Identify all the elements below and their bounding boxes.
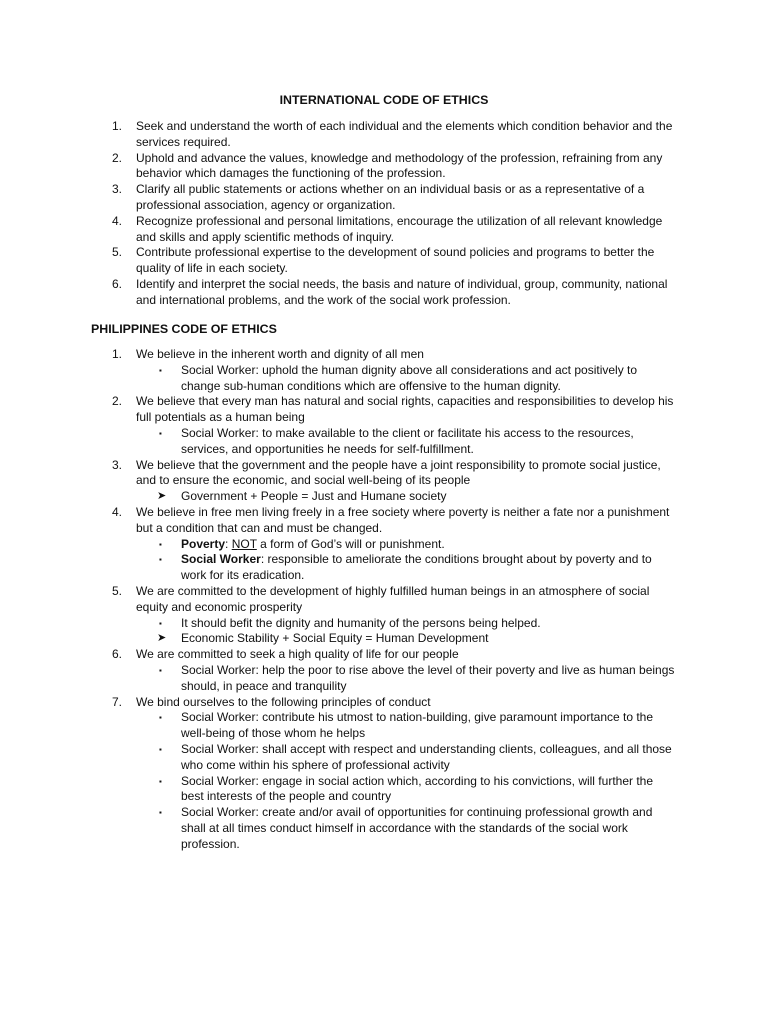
sub-list-item-text: Social Worker: to make available to the client or facilitate his access to the resources, services, and opportunities he needs for self-fulfillment. bbox=[181, 425, 634, 456]
list-item bbox=[0, 458, 678, 490]
sub-list-item-text: Social Worker: uphold the human dignity above all considerations and act positively to change sub-human conditions which are offensive to the human dignity. bbox=[181, 362, 638, 393]
list-item bbox=[0, 151, 678, 183]
underlined-term: NOT bbox=[231, 536, 257, 551]
sub-list-item bbox=[0, 710, 678, 742]
list-number: 1. bbox=[112, 119, 123, 133]
square-bullet-icon: ▪ bbox=[159, 713, 162, 723]
square-bullet-icon: ▪ bbox=[159, 365, 162, 375]
page-title: INTERNATIONAL CODE OF ETHICS bbox=[279, 93, 489, 107]
sub-list-item bbox=[0, 631, 678, 647]
list-item-text: We believe that every man has natural and social rights, capacities and responsibilities to develop his full potentials as a human being bbox=[136, 394, 674, 425]
international-code-list bbox=[0, 119, 768, 309]
sub-list-item bbox=[0, 426, 678, 458]
sub-list-item-text: responsible to ameliorate the conditions brought about by poverty and to work for its eradication. bbox=[181, 552, 652, 583]
section-heading-philippines: PHILIPPINES CODE OF ETHICS bbox=[91, 322, 277, 336]
sub-list-item-text: Economic Stability + Social Equity = Human Development bbox=[181, 631, 489, 646]
list-item bbox=[0, 394, 678, 426]
list-item-text: Recognize professional and personal limitations, encourage the utilization of all relevant knowledge and skills and apply scientific methods of inquiry. bbox=[136, 213, 663, 244]
sub-list-item-text: Social Worker: create and/or avail of opportunities for continuing professional growth and shall at all times conduct himself in accordance with the standards of the social work profession. bbox=[181, 805, 653, 851]
sub-list-item: ▪ Social Worker: responsible to ameliorate the conditions brought about by poverty and to work for its eradication. bbox=[159, 552, 652, 583]
list-item bbox=[0, 182, 678, 214]
list-item bbox=[0, 119, 678, 151]
list-number: 4. bbox=[112, 213, 123, 228]
list-item-text: We are committed to the development of highly fulfilled human beings in an atmosphere of social equity and economic prosperity bbox=[136, 583, 650, 614]
square-bullet-icon: ▪ bbox=[159, 555, 162, 565]
sub-list-item bbox=[0, 742, 678, 774]
list-item-text: We are committed to seek a high quality of life for our people bbox=[136, 647, 459, 662]
list-item-text: We bind ourselves to the following principles of conduct bbox=[136, 694, 431, 709]
bold-term: Social Worker bbox=[181, 552, 261, 567]
philippines-code-list bbox=[0, 347, 768, 853]
sub-list-item-text: It should befit the dignity and humanity of the persons being helped. bbox=[181, 615, 541, 630]
list-number: 6. bbox=[112, 647, 123, 662]
list-item-text: We believe in the inherent worth and dignity of all men bbox=[136, 347, 424, 361]
list-item bbox=[0, 245, 678, 277]
sub-list-item-text: a form of God’s will or punishment. bbox=[256, 536, 445, 551]
list-item-text: We believe in free men living freely in a free society where poverty is neither a fate nor a punishment but a condition that can and must be changed. bbox=[136, 504, 670, 535]
list-item-text: Clarify all public statements or actions whether on an individual basis or as a representative of a professional association, agency or organization. bbox=[136, 182, 645, 212]
sub-list-item bbox=[0, 489, 678, 505]
sub-list-item-text: Social Worker: help the poor to rise above the level of their poverty and live as human beings should, in peace and tranquility bbox=[181, 662, 675, 693]
square-bullet-icon: ▪ bbox=[159, 539, 162, 549]
list-number: 3. bbox=[112, 457, 123, 472]
list-number: 5. bbox=[112, 245, 123, 260]
arrow-bullet-icon: ➤ bbox=[157, 490, 167, 503]
square-bullet-icon: ▪ bbox=[159, 665, 162, 675]
sub-list-item bbox=[0, 663, 678, 695]
square-bullet-icon: ▪ bbox=[159, 744, 162, 754]
bold-term: Poverty bbox=[181, 536, 226, 551]
list-number: 3. bbox=[112, 182, 123, 197]
list-number: 1. bbox=[112, 347, 123, 361]
list-item-text: Contribute professional expertise to the development of sound policies and programs to better the quality of life in each society. bbox=[136, 245, 655, 276]
list-number: 5. bbox=[112, 583, 123, 598]
list-number: 4. bbox=[112, 504, 123, 519]
sub-list-item bbox=[0, 363, 678, 395]
list-number: 7. bbox=[112, 694, 123, 709]
sub-list-item-text: Social Worker: shall accept with respect and understanding clients, colleagues, and all those who come within his sphere of professional activity bbox=[181, 741, 672, 772]
square-bullet-icon: ▪ bbox=[159, 808, 162, 818]
list-item-text: Seek and understand the worth of each individual and the elements which condition behavior and the services required. bbox=[136, 119, 673, 149]
sub-list-item-text: Social Worker: engage in social action which, according to his convictions, will further the best interests of the people and country bbox=[181, 773, 654, 804]
square-bullet-icon: ▪ bbox=[159, 776, 162, 786]
list-number: 2. bbox=[112, 150, 123, 165]
list-item bbox=[0, 347, 678, 363]
list-item bbox=[0, 695, 678, 711]
arrow-bullet-icon: ➤ bbox=[157, 632, 167, 645]
list-item-text: Identify and interpret the social needs, the basis and nature of individual, group, community, national and international problems, and the work of the social work profession. bbox=[136, 276, 668, 307]
list-number: 2. bbox=[112, 394, 123, 409]
square-bullet-icon: ▪ bbox=[159, 428, 162, 438]
list-item bbox=[0, 277, 678, 309]
list-item-text: Uphold and advance the values, knowledge and methodology of the profession, refraining from any behavior which damages the functioning of the profession. bbox=[136, 150, 663, 181]
sub-list-item bbox=[0, 805, 678, 852]
list-item bbox=[0, 584, 678, 616]
list-number: 6. bbox=[112, 276, 123, 291]
list-item bbox=[0, 505, 678, 537]
list-item bbox=[0, 214, 678, 246]
list-item-text: We believe that the government and the people have a joint responsibility to promote social justice, and to ensure the economic, and social well-being of its people bbox=[136, 457, 661, 488]
sub-list-item: ▪ Poverty: NOT a form of God’s will or punishment. bbox=[159, 536, 445, 551]
square-bullet-icon: ▪ bbox=[159, 618, 162, 628]
sub-list-item-text: Social Worker: contribute his utmost to nation-building, give paramount importance to the well-being of those whom he helps bbox=[181, 710, 654, 741]
sub-list-item bbox=[0, 616, 678, 632]
list-item bbox=[0, 647, 678, 663]
sub-list-item bbox=[0, 774, 678, 806]
sub-list-item-text: Government + People = Just and Humane society bbox=[181, 489, 447, 504]
